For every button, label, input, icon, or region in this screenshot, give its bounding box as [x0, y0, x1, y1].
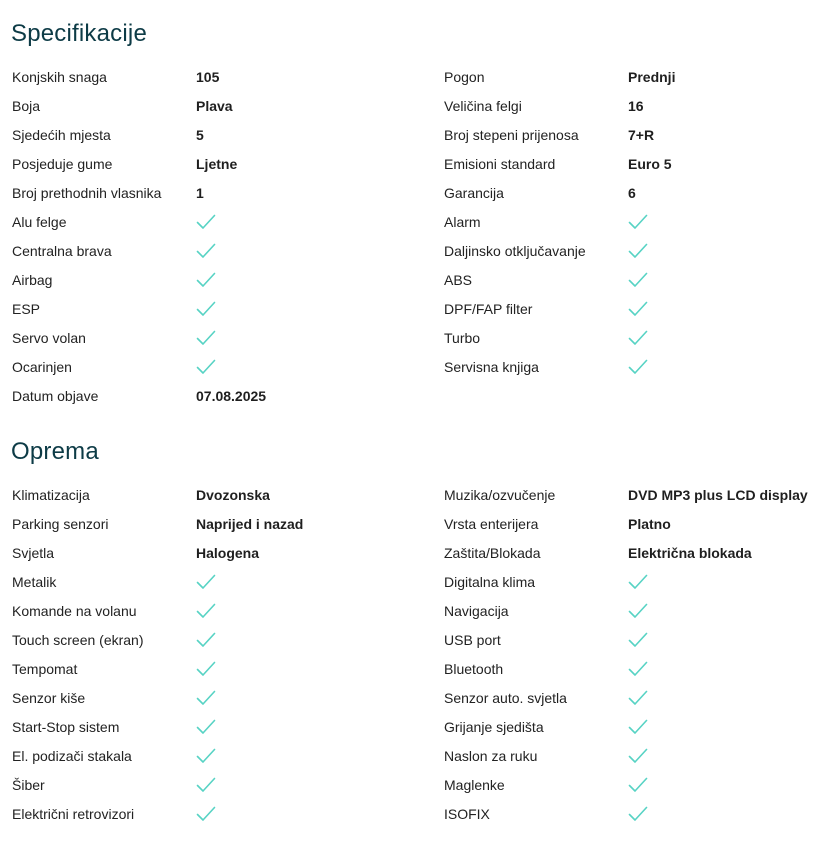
spec-row — [0, 295, 823, 324]
spec-label: Parking senzori — [12, 516, 109, 532]
checkmark-icon — [196, 359, 216, 376]
spec-label: El. podizači stakala — [12, 748, 132, 764]
spec-label: Servisna knjiga — [444, 359, 539, 375]
checkmark-icon — [628, 301, 648, 318]
checkmark-icon — [196, 330, 216, 347]
spec-row — [0, 742, 823, 771]
spec-label: USB port — [444, 632, 501, 648]
spec-label: Alu felge — [12, 214, 67, 230]
checkmark-icon — [196, 301, 216, 318]
checkmark-icon — [628, 243, 648, 260]
spec-label: Start-Stop sistem — [12, 719, 120, 735]
specifikacije-title: Specifikacije — [11, 20, 147, 47]
spec-label: ESP — [12, 301, 41, 317]
spec-label: Alarm — [444, 214, 481, 230]
spec-row — [0, 179, 823, 208]
spec-label: Šiber — [12, 777, 45, 793]
checkmark-icon — [628, 330, 648, 347]
spec-label: Emisioni standard — [444, 156, 556, 172]
spec-row — [0, 63, 823, 92]
spec-value: Naprijed i nazad — [196, 516, 304, 532]
spec-row — [0, 771, 823, 800]
spec-label: Muzika/ozvučenje — [444, 487, 556, 503]
specifikacije-table — [0, 63, 823, 411]
checkmark-icon — [196, 719, 216, 736]
spec-label: Naslon za ruku — [444, 748, 538, 764]
spec-label: Vrsta enterijera — [444, 516, 539, 532]
spec-label: Turbo — [444, 330, 481, 346]
checkmark-icon — [196, 661, 216, 678]
spec-label: Boja — [12, 98, 41, 114]
spec-value: 07.08.2025 — [196, 388, 267, 404]
checkmark-icon — [196, 777, 216, 794]
spec-value: DVD MP3 plus LCD display — [628, 487, 808, 503]
spec-label: Broj prethodnih vlasnika — [12, 185, 162, 201]
spec-label: Konjskih snaga — [12, 69, 107, 85]
spec-value: 105 — [196, 69, 220, 85]
spec-label: Električni retrovizori — [12, 806, 135, 822]
spec-value: Platno — [628, 516, 671, 532]
spec-label: Grijanje sjedišta — [444, 719, 544, 735]
spec-label: Maglenke — [444, 777, 505, 793]
spec-value: Ljetne — [196, 156, 238, 172]
checkmark-icon — [628, 574, 648, 591]
spec-value: 16 — [628, 98, 644, 114]
spec-label: DPF/FAP filter — [444, 301, 533, 317]
spec-value: 5 — [196, 127, 204, 143]
spec-label: Datum objave — [12, 388, 99, 404]
spec-row — [0, 539, 823, 568]
spec-label: Broj stepeni prijenosa — [444, 127, 579, 143]
spec-label: Ocarinjen — [12, 359, 72, 375]
spec-label: Bluetooth — [444, 661, 504, 677]
checkmark-icon — [196, 272, 216, 289]
spec-row — [0, 713, 823, 742]
spec-label: Pogon — [444, 69, 485, 85]
spec-label: Svjetla — [12, 545, 55, 561]
spec-label: Klimatizacija — [12, 487, 90, 503]
spec-row — [0, 121, 823, 150]
checkmark-icon — [196, 806, 216, 823]
spec-row — [0, 626, 823, 655]
checkmark-icon — [628, 777, 648, 794]
checkmark-icon — [196, 748, 216, 765]
checkmark-icon — [628, 719, 648, 736]
checkmark-icon — [628, 214, 648, 231]
spec-label: Senzor kiše — [12, 690, 86, 706]
spec-label: ISOFIX — [444, 806, 490, 822]
spec-row — [0, 150, 823, 179]
spec-row — [0, 510, 823, 539]
spec-row — [0, 324, 823, 353]
spec-label: Navigacija — [444, 603, 509, 619]
oprema-title: Oprema — [11, 438, 99, 465]
spec-value: 6 — [628, 185, 636, 201]
spec-value: 7+R — [628, 127, 655, 143]
spec-value: Električna blokada — [628, 545, 752, 561]
spec-label: Servo volan — [12, 330, 86, 346]
spec-label: Komande na volanu — [12, 603, 137, 619]
spec-value: Plava — [196, 98, 233, 114]
checkmark-icon — [196, 243, 216, 260]
spec-label: Tempomat — [12, 661, 78, 677]
spec-row — [0, 92, 823, 121]
spec-label: Senzor auto. svjetla — [444, 690, 567, 706]
checkmark-icon — [628, 748, 648, 765]
checkmark-icon — [196, 214, 216, 231]
spec-label: Garancija — [444, 185, 504, 201]
spec-row — [0, 481, 823, 510]
checkmark-icon — [628, 359, 648, 376]
checkmark-icon — [628, 272, 648, 289]
spec-label: Touch screen (ekran) — [12, 632, 144, 648]
checkmark-icon — [196, 632, 216, 649]
spec-row — [0, 266, 823, 295]
spec-label: Daljinsko otključavanje — [444, 243, 586, 259]
oprema-table — [0, 481, 823, 829]
spec-row — [0, 655, 823, 684]
checkmark-icon — [628, 603, 648, 620]
spec-label: Airbag — [12, 272, 53, 288]
spec-label: Posjeduje gume — [12, 156, 113, 172]
spec-label: Zaštita/Blokada — [444, 545, 541, 561]
checkmark-icon — [628, 690, 648, 707]
spec-row — [0, 597, 823, 626]
checkmark-icon — [196, 603, 216, 620]
spec-row — [0, 684, 823, 713]
spec-row — [0, 382, 823, 411]
spec-row — [0, 208, 823, 237]
spec-value: Dvozonska — [196, 487, 270, 503]
spec-label: Digitalna klima — [444, 574, 536, 590]
checkmark-icon — [196, 690, 216, 707]
spec-value: 1 — [196, 185, 204, 201]
spec-label: Metalik — [12, 574, 57, 590]
spec-row — [0, 237, 823, 266]
checkmark-icon — [628, 806, 648, 823]
spec-value: Prednji — [628, 69, 676, 85]
checkmark-icon — [628, 632, 648, 649]
spec-label: ABS — [444, 272, 473, 288]
spec-label: Veličina felgi — [444, 98, 522, 114]
spec-label: Centralna brava — [12, 243, 112, 259]
spec-row — [0, 568, 823, 597]
spec-value: Halogena — [196, 545, 260, 561]
spec-value: Euro 5 — [628, 156, 672, 172]
spec-label: Sjedećih mjesta — [12, 127, 111, 143]
spec-row — [0, 353, 823, 382]
spec-row — [0, 800, 823, 829]
checkmark-icon — [196, 574, 216, 591]
checkmark-icon — [628, 661, 648, 678]
